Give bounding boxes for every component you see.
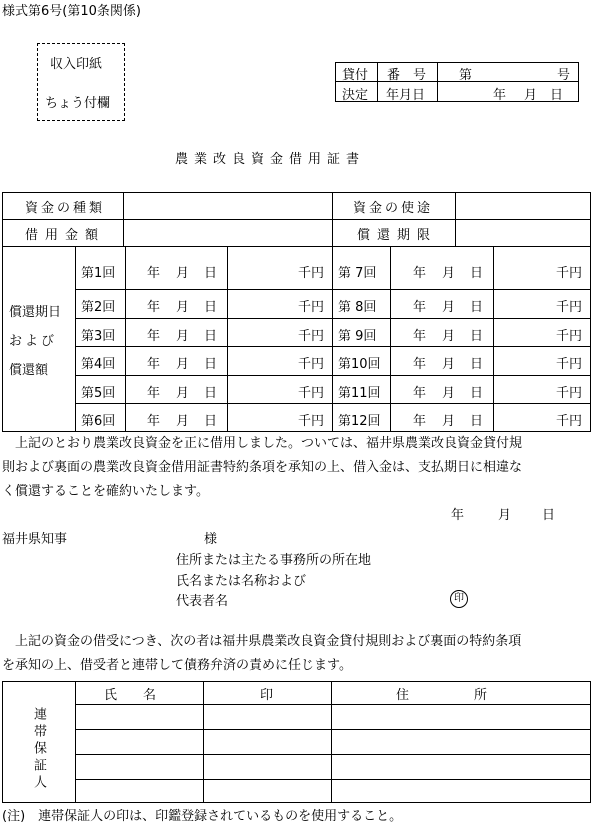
borrower-seal-mark: 印 bbox=[450, 590, 468, 608]
borrower-rep-label: 代表者名 bbox=[176, 594, 229, 609]
schedule-right-month: 月 bbox=[442, 266, 456, 281]
schedule-left-installment: 第5回 bbox=[81, 386, 116, 401]
schedule-right-month: 月 bbox=[442, 329, 456, 344]
schedule-right-year: 年 bbox=[413, 266, 427, 281]
guarantor-paragraph bbox=[2, 630, 521, 678]
schedule-right-day: 日 bbox=[470, 386, 484, 401]
footnote: (注) 連帯保証人の印は、印鑑登録されているものを使用すること。 bbox=[2, 809, 403, 824]
schedule-right-year: 年 bbox=[413, 300, 427, 315]
stamp-box-line1: 収入印紙 bbox=[50, 57, 103, 72]
schedule-left-year: 年 bbox=[147, 357, 161, 372]
schedule-right-installment: 第11回 bbox=[338, 386, 381, 401]
schedule-right-installment: 第 9回 bbox=[338, 329, 377, 344]
schedule-right-amount-unit: 千円 bbox=[556, 414, 583, 429]
schedule-left-year: 年 bbox=[147, 414, 161, 429]
schedule-right-amount-unit: 千円 bbox=[556, 329, 583, 344]
schedule-right-installment: 第 7回 bbox=[338, 266, 377, 281]
schedule-right-day: 日 bbox=[470, 329, 484, 344]
schedule-right-amount-unit: 千円 bbox=[556, 386, 583, 401]
schedule-right-day: 日 bbox=[470, 414, 484, 429]
number-label: 番 号 bbox=[387, 68, 427, 83]
number-suffix: 号 bbox=[557, 68, 571, 83]
schedule-left-year: 年 bbox=[147, 386, 161, 401]
col-name-header: 氏 名 bbox=[104, 688, 157, 703]
schedule-left-day: 日 bbox=[204, 357, 218, 372]
pledge-line: 則および裏面の農業改良資金借用証書特約条項を承知の上、借入金は、支払期日に相違な bbox=[2, 460, 523, 475]
schedule-label-line1: 償還期日 bbox=[9, 305, 62, 320]
schedule-right-installment: 第10回 bbox=[338, 357, 381, 372]
schedule-left-day: 日 bbox=[204, 329, 218, 344]
fund-use-label: 資金の使途 bbox=[353, 201, 434, 216]
revenue-stamp-box bbox=[37, 43, 125, 121]
schedule-left-month: 月 bbox=[176, 386, 190, 401]
addressee: 福井県知事 bbox=[2, 532, 68, 547]
schedule-right-year: 年 bbox=[413, 329, 427, 344]
sign-day: 日 bbox=[542, 508, 556, 523]
honorific: 様 bbox=[204, 532, 218, 547]
number-prefix: 第 bbox=[459, 68, 473, 83]
schedule-left-installment: 第3回 bbox=[81, 329, 116, 344]
schedule-right-month: 月 bbox=[442, 300, 456, 315]
guarantor-label: 連帯保証人 bbox=[31, 707, 46, 792]
schedule-left-amount-unit: 千円 bbox=[298, 300, 325, 315]
repayment-period-label: 償還期限 bbox=[357, 228, 438, 243]
schedule-left-year: 年 bbox=[147, 300, 161, 315]
schedule-left-installment: 第4回 bbox=[81, 357, 116, 372]
loan-year: 年 bbox=[493, 88, 507, 103]
sign-year: 年 bbox=[451, 508, 465, 523]
col-address-header: 住 所 bbox=[396, 688, 488, 703]
schedule-right-day: 日 bbox=[470, 300, 484, 315]
loan-month: 月 bbox=[524, 88, 538, 103]
schedule-left-amount-unit: 千円 bbox=[298, 329, 325, 344]
schedule-right-amount-unit: 千円 bbox=[556, 357, 583, 372]
schedule-left-year: 年 bbox=[147, 266, 161, 281]
loan-day: 日 bbox=[550, 88, 564, 103]
form-id: 様式第6号(第10条関係) bbox=[2, 4, 141, 19]
loan-label1: 貸付 bbox=[342, 68, 369, 83]
schedule-left-month: 月 bbox=[176, 329, 190, 344]
guarantor-line: 上記の資金の借受につき、次の者は福井県農業改良資金貸付規則および裏面の特約条項 bbox=[2, 634, 522, 649]
schedule-left-installment: 第6回 bbox=[81, 414, 116, 429]
schedule-left-year: 年 bbox=[147, 329, 161, 344]
schedule-left-day: 日 bbox=[204, 414, 218, 429]
schedule-left-amount-unit: 千円 bbox=[298, 357, 325, 372]
guarantor-line: を承知の上、借受者と連帯して債務弁済の責めに任じます。 bbox=[2, 658, 352, 673]
schedule-left-month: 月 bbox=[176, 266, 190, 281]
schedule-right-day: 日 bbox=[470, 266, 484, 281]
schedule-right-year: 年 bbox=[413, 414, 427, 429]
stamp-box-line2: ちょう付欄 bbox=[45, 96, 111, 111]
loan-amount-label: 借用金額 bbox=[25, 228, 106, 243]
pledge-paragraph bbox=[2, 432, 522, 504]
pledge-line: 上記のとおり農業改良資金を正に借用しました。ついては、福井県農業改良資金貸付規 bbox=[2, 436, 523, 451]
schedule-label-line3: 償還額 bbox=[9, 363, 49, 378]
schedule-right-year: 年 bbox=[413, 357, 427, 372]
schedule-left-month: 月 bbox=[176, 414, 190, 429]
document-title: 農業改良資金借用証書 bbox=[175, 152, 366, 167]
schedule-right-month: 月 bbox=[442, 386, 456, 401]
sign-month: 月 bbox=[498, 508, 512, 523]
schedule-left-amount-unit: 千円 bbox=[298, 386, 325, 401]
fund-type-label: 資金の種類 bbox=[25, 201, 106, 216]
schedule-right-installment: 第 8回 bbox=[338, 300, 377, 315]
schedule-left-amount-unit: 千円 bbox=[298, 414, 325, 429]
schedule-label-line2: および bbox=[9, 334, 58, 349]
borrower-name-label: 氏名または名称および bbox=[176, 574, 307, 589]
schedule-left-installment: 第1回 bbox=[81, 266, 116, 281]
pledge-line: く償還することを確約いたします。 bbox=[2, 484, 209, 499]
loan-label2: 決定 bbox=[342, 88, 369, 103]
schedule-left-day: 日 bbox=[204, 386, 218, 401]
schedule-right-amount-unit: 千円 bbox=[556, 300, 583, 315]
schedule-right-month: 月 bbox=[442, 414, 456, 429]
schedule-left-day: 日 bbox=[204, 266, 218, 281]
date-label: 年月日 bbox=[386, 88, 426, 103]
schedule-right-day: 日 bbox=[470, 357, 484, 372]
schedule-left-installment: 第2回 bbox=[81, 300, 116, 315]
schedule-right-amount-unit: 千円 bbox=[556, 266, 583, 281]
schedule-left-month: 月 bbox=[176, 300, 190, 315]
borrower-address-label: 住所または主たる事務所の所在地 bbox=[176, 553, 372, 568]
schedule-left-day: 日 bbox=[204, 300, 218, 315]
schedule-right-year: 年 bbox=[413, 386, 427, 401]
col-seal-header: 印 bbox=[260, 688, 274, 703]
schedule-left-month: 月 bbox=[176, 357, 190, 372]
schedule-right-installment: 第12回 bbox=[338, 414, 381, 429]
schedule-left-amount-unit: 千円 bbox=[298, 266, 325, 281]
schedule-right-month: 月 bbox=[442, 357, 456, 372]
